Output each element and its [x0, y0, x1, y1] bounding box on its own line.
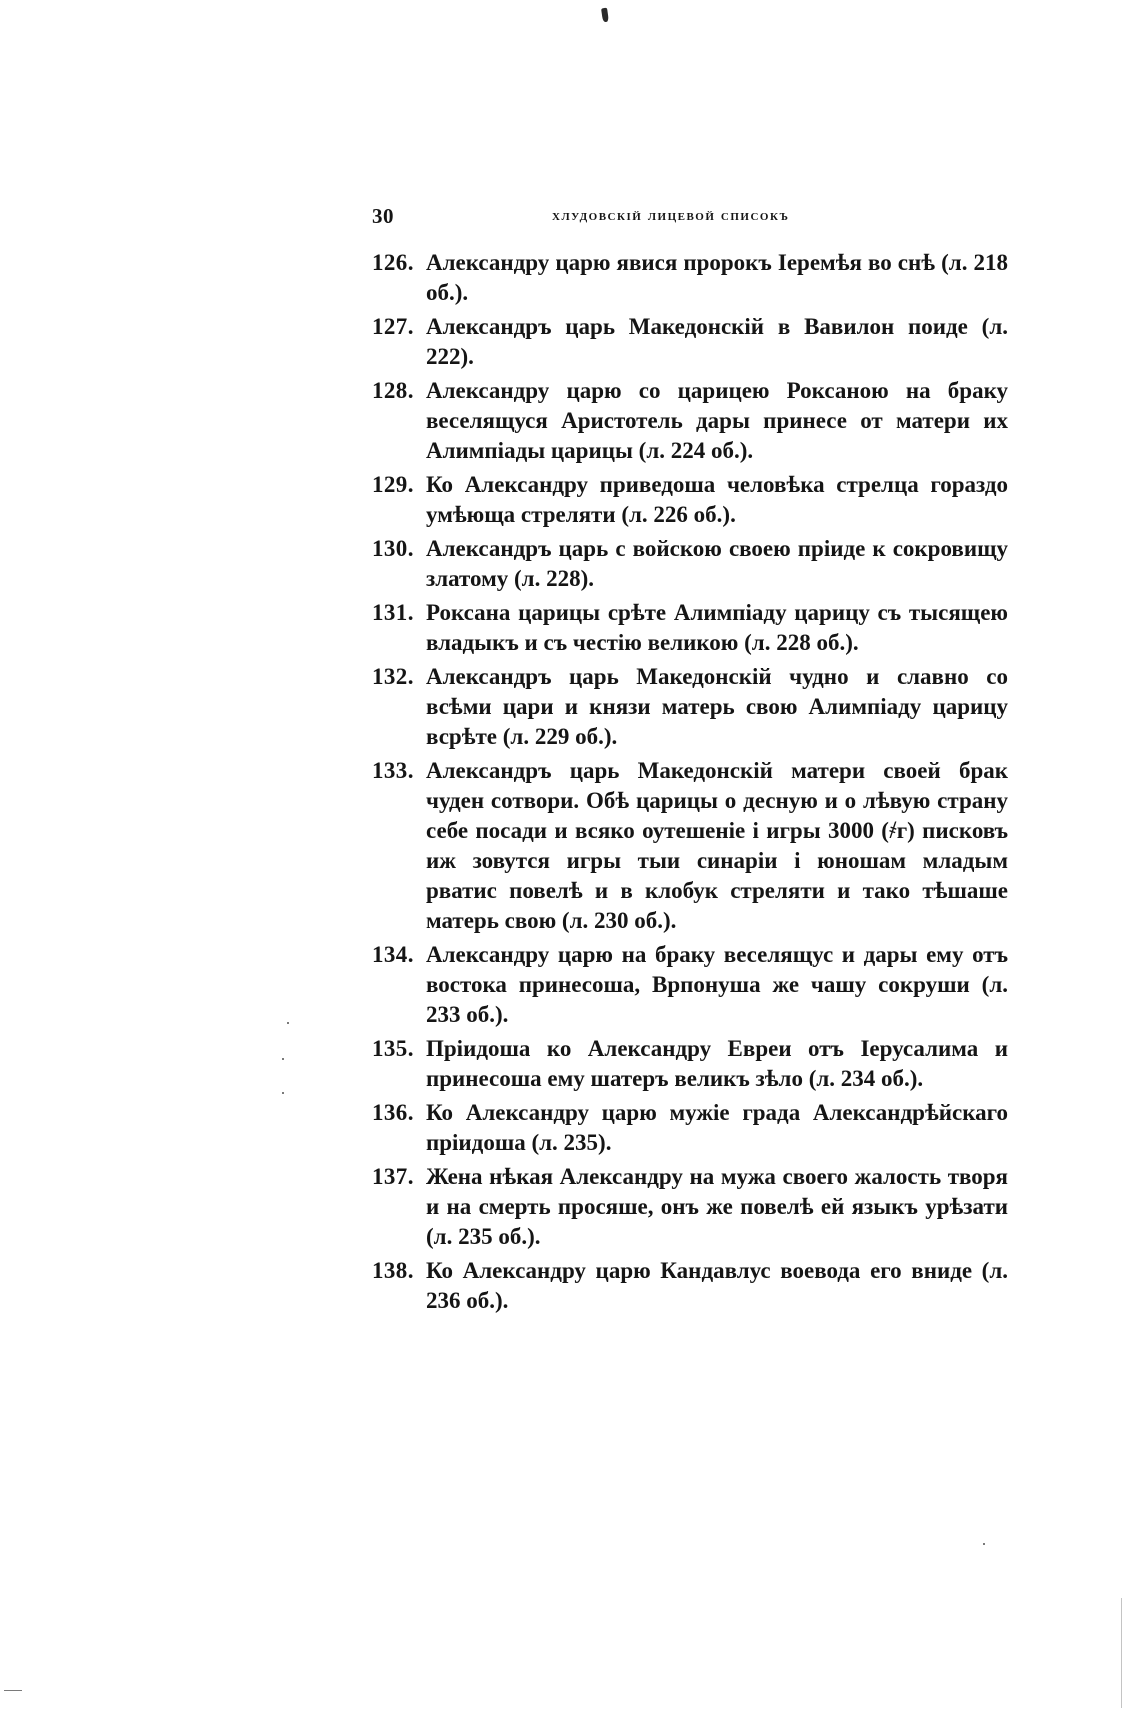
list-item [372, 1098, 1008, 1158]
entry-number: 136. [372, 1100, 414, 1125]
entry-list [372, 248, 1008, 1320]
entry-text: Александру царю явися пророкъ Іеремѣя во снѣ (л. 218 об.). [426, 250, 1008, 305]
entry-number: 130. [372, 536, 414, 561]
entry-number: 137. [372, 1164, 414, 1189]
entry-text: Ко Александру приведоша человѣка стрелца гораздо умѣюща стреляти (л. 226 об.). [426, 472, 1008, 527]
entry-number: 138. [372, 1258, 414, 1283]
list-item [372, 1034, 1008, 1094]
list-item [372, 376, 1008, 466]
running-title: хлудовскій лицевой списокъ [552, 207, 790, 224]
entry-number: 126. [372, 250, 414, 275]
entry-text: Пріидоша ко Александру Евреи отъ Іерусалима и принесоша ему шатеръ великъ зѣло (л. 234 об.). [426, 1036, 1008, 1091]
scan-mark [282, 1058, 284, 1060]
entry-number: 129. [372, 472, 414, 497]
entry-text: Александръ царь Македонскій в Вавилон поиде (л. 222). [426, 314, 1008, 369]
entry-number: 135. [372, 1036, 414, 1061]
page-number: 30 [372, 204, 394, 228]
list-item [372, 470, 1008, 530]
entry-text: Жена нѣкая Александру на мужа своего жалость творя и на смерть просяше, онъ же повелѣ ей языкъ урѣзати (л. 235 об.). [426, 1164, 1008, 1249]
list-item [372, 940, 1008, 1030]
entry-text: Ко Александру царю Кандавлус воевода его вниде (л. 236 об.). [426, 1258, 1008, 1313]
list-item [372, 312, 1008, 372]
list-item [372, 756, 1008, 936]
entry-number: 131. [372, 600, 414, 625]
list-item [372, 662, 1008, 752]
entry-text: Роксана царицы срѣте Алимпіаду царицу съ тысящею владыкъ и съ честію великою (л. 228 об.). [426, 600, 1008, 655]
entry-text: Александръ царь Македонскій матери своей брак чуден сотвори. Обѣ царицы о десную и о лѣвую страну себе посади и всяко оутешеніе і игры 3000 (҂г) писковъ иж зовутся игры тыи синаріи і юношам младым рватис повелѣ и в клобук стреляти и тако тѣшаше матерь свою (л. 230 об.). [426, 758, 1008, 933]
scan-mark [1121, 1598, 1122, 1708]
entry-number: 132. [372, 664, 414, 689]
entry-number: 128. [372, 378, 414, 403]
list-item [372, 534, 1008, 594]
list-item [372, 598, 1008, 658]
scan-mark [282, 1092, 284, 1094]
entry-text: Ко Александру царю мужіе града Александрѣйскаго пріидоша (л. 235). [426, 1100, 1008, 1155]
list-item [372, 1162, 1008, 1252]
list-item [372, 1256, 1008, 1316]
entry-number: 133. [372, 758, 414, 783]
list-item [372, 248, 1008, 308]
scan-mark [983, 1543, 985, 1545]
entry-number: 127. [372, 314, 414, 339]
scan-mark [287, 1022, 289, 1024]
scan-speck [601, 8, 609, 23]
entry-number: 134. [372, 942, 414, 967]
entry-text: Александръ царь Македонскій чудно и славно со всѣми цари и князи матерь свою Алимпіаду царицу всрѣте (л. 229 об.). [426, 664, 1008, 749]
entry-text: Александру царю со царицею Роксаною на браку веселящуся Аристотель дары принесе от матери их Алимпіады царицы (л. 224 об.). [426, 378, 1008, 463]
page-header [372, 204, 1008, 238]
entry-text: Александръ царь с войскою своею пріиде к сокровищу златому (л. 228). [426, 536, 1008, 591]
entry-text: Александру царю на браку веселящус и дары ему отъ востока принесоша, Врпонуша же чашу сокруши (л. 233 об.). [426, 942, 1008, 1027]
scan-mark [4, 1690, 22, 1691]
